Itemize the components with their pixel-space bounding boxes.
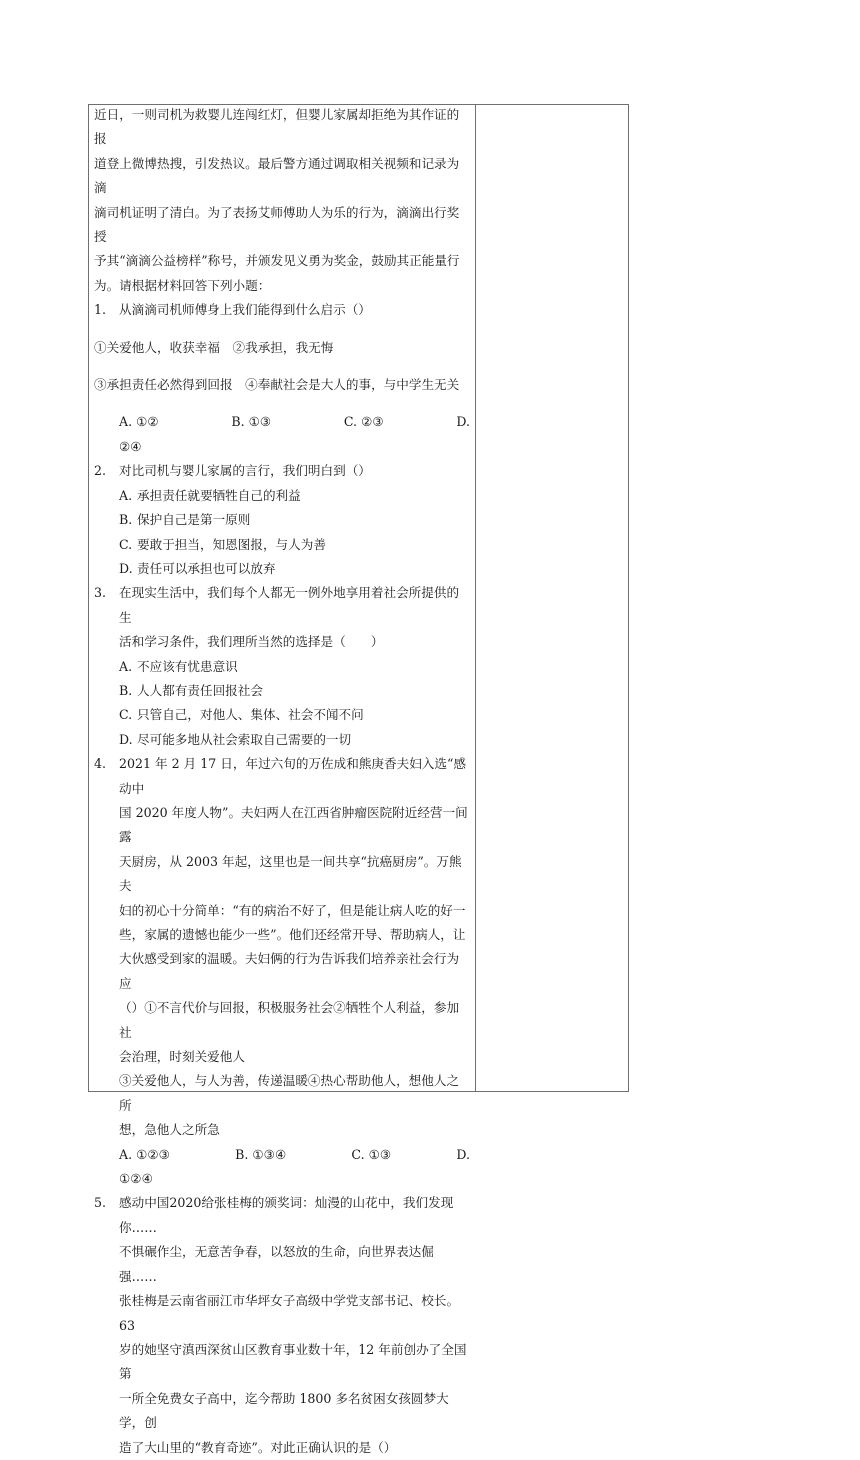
option-text: 不应该有忧患意识	[137, 658, 238, 674]
option-a: A. ①②	[119, 414, 159, 430]
question-stem-line: 些，家属的遗憾也能少一些”。他们还经常开导、帮助病人，让	[119, 927, 466, 942]
option-text: 只管自己，对他人、集体、社会不闻不问	[137, 707, 364, 723]
option-d: D.	[456, 1146, 470, 1162]
question-stem-line: 造了大山里的“教育奇迹”。对此正确认识的是（）	[119, 1439, 397, 1455]
option-c	[94, 703, 470, 727]
option-label: C.	[119, 707, 133, 723]
option-b: B. ①③④	[235, 1146, 287, 1162]
question-stem-line: 会治理，时刻关爱他人	[119, 1049, 245, 1065]
question-cell	[94, 103, 470, 1460]
question-number: 4.	[94, 756, 107, 772]
option-a	[94, 484, 470, 508]
table-column-divider	[475, 104, 476, 1092]
statement-line: ①关爱他人，收获幸福 ②我承担，我无悔	[94, 339, 334, 355]
option-text: 人人都有责任回报社会	[137, 682, 263, 698]
question-stem-line: 岁的她坚守滇西深贫山区教育事业数十年，12 年前创办了全国第	[119, 1341, 467, 1382]
question-number: 5.	[94, 1195, 107, 1211]
question-5	[94, 1191, 470, 1459]
option-c: C. ①③	[351, 1146, 392, 1162]
question-stem-line: （）①不言代价与回报，积极服务社会②牺牲个人利益，参加社	[119, 1000, 460, 1040]
question-stem-line: 活和学习条件，我们理所当然的选择是（ ）	[119, 634, 384, 650]
question-stem-line: 国 2020 年度人物”。夫妇两人在江西省肿瘤医院附近经营一间露	[119, 804, 468, 845]
question-stem: 从滴滴司机师傅身上我们能得到什么启示（）	[119, 302, 371, 318]
option-a	[94, 655, 470, 679]
question-stem-line: 张桂梅是云南省丽江市华坪女子高级中学党支部书记、校长。63	[119, 1293, 460, 1333]
intro-passage	[94, 103, 470, 298]
option-text: 尽可能多地从社会索取自己需要的一切	[137, 731, 352, 747]
question-stem-line: ③关爱他人，与人为善，传递温暖④热心帮助他人，想他人之所	[119, 1073, 460, 1113]
option-d-text: ②④	[119, 438, 142, 454]
question-number: 2.	[94, 463, 107, 479]
question-stem-line: 天厨房，从 2003 年起，这里也是一间共享“抗癌厨房”。万熊夫	[119, 853, 462, 894]
question-1	[94, 298, 470, 459]
option-d: D.	[456, 414, 470, 430]
option-label: B.	[119, 512, 133, 528]
option-a: A. ①②③	[119, 1146, 170, 1162]
option-b: B. ①③	[231, 414, 272, 430]
question-number: 1.	[94, 302, 107, 318]
option-d	[94, 557, 470, 581]
option-b	[94, 508, 470, 532]
question-number: 3.	[94, 585, 107, 601]
option-b	[94, 679, 470, 703]
options-row	[94, 1143, 470, 1167]
option-label: B.	[119, 682, 133, 698]
option-c	[94, 533, 470, 557]
option-label: A.	[119, 658, 133, 674]
option-text: 保护自己是第一原则	[137, 512, 251, 528]
option-text: 要敢于担当，知恩图报，与人为善	[137, 536, 326, 552]
intro-line: 道登上微博热搜，引发热议。最后警方通过调取相关视频和记录为滴	[94, 155, 460, 196]
option-d-text: ①②④	[119, 1171, 153, 1187]
option-d	[94, 728, 470, 752]
question-3	[94, 581, 470, 752]
question-stem-line: 不惧碾作尘，无意苦争春，以怒放的生命，向世界表达倔强……	[119, 1244, 434, 1284]
question-stem: 感动中国2020给张桂梅的颁奖词：灿漫的山花中，我们发现你……	[119, 1195, 454, 1235]
options-row	[94, 410, 470, 434]
question-stem: 在现实生活中，我们每个人都无一例外地享用着社会所提供的生	[119, 585, 460, 625]
question-stem-line: 想，急他人之所急	[119, 1122, 220, 1138]
question-2	[94, 459, 470, 581]
option-label: D.	[119, 731, 133, 747]
question-stem-line: 妇的初心十分简单：“有的病治不好了，但是能让病人吃的好一	[119, 902, 466, 918]
question-stem-line: 一所全免费女子高中，迄今帮助 1800 多名贫困女孩圆梦大学，创	[119, 1390, 449, 1431]
statement-line: ③承担责任必然得到回报 ④奉献社会是大人的事，与中学生无关	[94, 377, 460, 393]
option-c: C. ②③	[343, 414, 384, 430]
intro-line: 近日，一则司机为救婴儿连闯红灯，但婴儿家属却拒绝为其作证的报	[94, 107, 460, 147]
question-stem-line: 大伙感受到家的温暖。夫妇俩的行为告诉我们培养亲社会行为应	[119, 951, 460, 991]
option-text: 责任可以承担也可以放弃	[137, 560, 276, 576]
option-label: D.	[119, 560, 133, 576]
option-text: 承担责任就要牺牲自己的利益	[137, 487, 301, 503]
question-stem: 2021 年 2 月 17 日，年过六旬的万佐成和熊庚香夫妇入选“感动中	[119, 756, 467, 796]
intro-line: 为。请根据材料回答下列小题：	[94, 277, 271, 293]
option-label: A.	[119, 487, 133, 503]
intro-line: 予其“滴滴公益榜样”称号，并颁发见义勇为奖金，鼓励其正能量行	[94, 253, 460, 269]
intro-line: 滴司机证明了清白。为了表扬艾师傅助人为乐的行为，滴滴出行奖授	[94, 204, 460, 245]
option-label: C.	[119, 536, 133, 552]
question-4	[94, 752, 470, 1191]
question-stem: 对比司机与婴儿家属的言行，我们明白到（）	[119, 463, 371, 479]
